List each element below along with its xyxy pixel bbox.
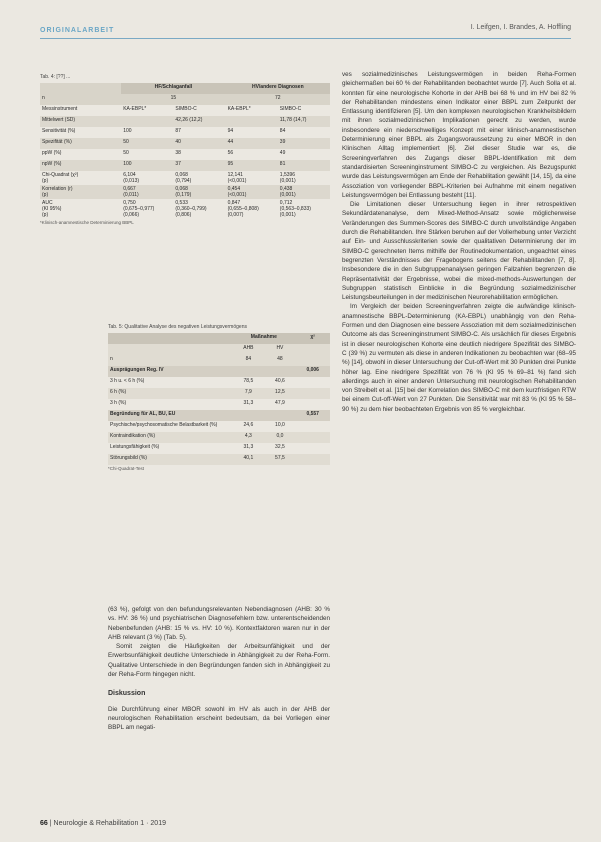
- table-cell: SIMBO-C: [279, 106, 302, 112]
- table-row: [108, 388, 330, 399]
- table-cell: 42,26 (12,2): [173, 116, 225, 127]
- table-cell: 0,667 (0,011): [121, 185, 173, 199]
- table-cell: 44: [226, 138, 278, 149]
- paragraph: Im Vergleich der beiden Screeningverfahren zeigte die aufwändige klinisch-anamnestische BBPL-Determinierung (KA-EBPL) unabhängig von den Reha-Formen und den Diagnosen eine bessere Assoziation mit dem sozialmedizinischen Outcome als das Screeninginstrument SIMBO-C. Als ursächlich für dieses Ergebnis ist in dieser neurologischen Kohorte eine deutlich niedrigere Spezifität des SIMBO-C (39 %) zu vermuten als diese in anderen Indikationen zu beobachten war (68–95 %) [14], obwohl in dieser Untersuchung der Cut-off-Wert mit 30 Punkten drei Punkte höher lag. Eine niedrigere Spezifität von 76 % (KI 95 % 69–81 %) fand sich allerdings auch in einer anderen Untersuchung mit neurologischen Rehabilitanden von Streibelt et al. [15] bei der Korrelation des SIMBO-C mit dem kurzfristigen RTW bei einem Cut-off-Wert von 27 Punkten. Die Sensitivität war mit 83 % (KI 95 % 58–90 %) zu dem hier beobachteten Ergebnis von 85 % vergleichbar.: [342, 303, 576, 413]
- table-row: [108, 432, 330, 443]
- table-cell: 12,141 (<0,001): [227, 172, 247, 184]
- table-cell: 37: [173, 160, 225, 171]
- table-cell: 56: [227, 150, 234, 156]
- table-cell: Begründung für AL, BU, EU: [108, 410, 232, 421]
- table-cell: 49: [279, 150, 286, 156]
- table-5-header-row: [108, 333, 330, 344]
- table-5-caption: Tab. 5: Qualitative Analyse des negativen Leistungsvermögens: [108, 324, 247, 330]
- table-row: [40, 171, 330, 185]
- section-label: ORIGINALARBEIT: [40, 27, 115, 34]
- table-row: [40, 127, 330, 138]
- table-cell: Ausprägungen Reg. IV: [108, 366, 232, 377]
- table-cell: 81: [278, 160, 330, 171]
- table-cell: 84: [279, 128, 286, 134]
- table-cell: Störungsbild (%): [108, 454, 232, 465]
- table-cell: Leistungsfähigkeit (%): [110, 444, 160, 450]
- table-cell: Chi-Quadrat (χ²) (p): [42, 172, 79, 184]
- table-cell: 32,5: [275, 444, 285, 450]
- table-cell: Sensitivität (%): [42, 128, 76, 134]
- table-cell: 0,847 (0,655–0,808) (0,007): [227, 200, 259, 218]
- table-4-caption: Tab. 4: [??] ...: [40, 74, 71, 80]
- paragraph: ves sozialmedizinisches Leistungsvermögen in beiden Reha-Formen gleichermaßen bei 60 % der Rehabilitanden beobachtet wurde [7]. Auch Solla et al. konnten für eine neurologische Kohorte in der AHB bei 68 % und im HV bei 82 % der Rehabilitanden mindestens einen Indikator einer BBPL zum Zeitpunkt der Entlassung identifizieren [5]. Um den komplexen neurologischen Krankheitsbildern mit ihren sozialmedizinischen Implikationen gerecht zu werden, wurde insbesondere ein niederschwelliges Konzept mit einer klinisch-anamnestischen Determinierung einer BBPL als Zugangsvoraussetzung zu einer MBOR in den Klinischen Alltag implementiert [6]. Ziel dieser Studie war es, die Screeningverfahren des Zugangs dieser BBPL-Identifikation mit dem standardisierten Screeninginstrument SIMBO-C zu vergleichen. Als Bezugspunkt wurde das Leistungsvermögen am Ende der Rehabilitation gewählt [14, 15], da eine Assoziation von vorliegender BBPL-Kriterien bei Aufnahme mit einem negativen Leistungsvermögen bei Entlassung besteht [11].: [342, 71, 576, 199]
- table-cell: [108, 333, 232, 344]
- table-5-grid: [108, 333, 330, 465]
- table-cell: 87: [175, 128, 181, 134]
- table-row: [108, 443, 330, 454]
- table-cell: 4,3: [232, 432, 264, 443]
- table-4-group-row: [40, 83, 330, 94]
- table-cell: Mittelwert (SD): [40, 116, 121, 127]
- table-cell: 31,3: [243, 400, 254, 406]
- table-cell: [295, 355, 330, 366]
- table-cell: 57,5: [264, 454, 295, 465]
- page-number: 66: [40, 820, 48, 827]
- table-row: [40, 116, 330, 127]
- table-cell: 47,9: [275, 400, 285, 406]
- table-cell: 6 h (%): [108, 388, 232, 399]
- table-cell: 0,454 (<0,001): [226, 185, 278, 199]
- table-4-grid: [40, 83, 330, 219]
- table-cell: 12,5: [264, 388, 295, 399]
- section-heading-diskussion: Diskussion: [108, 690, 146, 698]
- table-cell: [264, 410, 295, 421]
- table-cell: [295, 454, 330, 465]
- table-cell: 0,006: [295, 366, 330, 377]
- table-cell: 0,533 (0,360–0,799) (0,806): [175, 200, 207, 218]
- table-cell: Psychische/psychosomatische Belastbarkeit (%): [110, 422, 218, 428]
- table-cell: [295, 344, 330, 355]
- table-cell: 31,3: [243, 444, 254, 450]
- table-cell: 0,0: [264, 432, 295, 443]
- table-row: [40, 185, 330, 199]
- table-cell: 10,0: [275, 422, 285, 428]
- table-cell: 1,5396 (0,001): [279, 172, 296, 184]
- table-cell: 11,78 (14,7): [278, 116, 330, 127]
- paragraph: (63 %), gefolgt von den befundungsrelevanten Nebendiagnosen (AHB: 30 % vs. HV: 36 %) und psychiatrischen Diagnosefehlern bzw. unterentscheidenden Nebenbefunden (AHB: 15 % vs. HV: 10 %). Kontextfaktoren waren nur in der AHB relevant (3 %) (Tab. 5).: [108, 606, 330, 641]
- header-rule: [40, 38, 571, 39]
- authors-running-head: I. Leifgen, I. Brandes, A. Hoffling: [470, 24, 571, 31]
- table-cell: n: [108, 355, 232, 366]
- table-cell: 40,6: [275, 378, 285, 384]
- table-5-subheader-row: [108, 344, 330, 355]
- table-4-body: [40, 105, 330, 219]
- paragraph: Die Limitationen dieser Untersuchung liegen in ihrer retrospektiven Sekundärdatenanalyse, dem Mixed-Method-Ansatz sowie möglicherweise Veränderungen des Summen-Scores des SIMBO-C durch unvollständige Angaben durch die Rehabilitanden. Ihre Stärken beruhen auf der Vollerhebung unter Verzicht auf Ein- und Ausschlusskriterien sowie der qualitativen Determinierung der im SIMBO-C gerechneten Items mithilfe der Routinedokumentation, ungeachtet eines begrenzten Verständnisses der Fragebogens seitens der Rehabilitanden [7, 8]. Insbesondere die in den Subgruppenanalysen geringen Fallzahlen begrenzen die Repräsentativität der Ergebnisse, wobei die mixed-methods-Auswertungen der Subgruppen statistisch Einblicke in die Begründung sozialmedizinischer Leistungsbeurteilungen in der medizinischen Neurorehabilitation ermöglichen.: [342, 201, 576, 302]
- journal-name: Neurologie & Rehabilitation 1 · 2019: [53, 820, 166, 827]
- table-row: [40, 105, 330, 116]
- table-4-n-row: [40, 94, 330, 105]
- table-cell: n: [40, 94, 121, 105]
- table-cell: Kontraindikation (%): [108, 432, 232, 443]
- table-row: [108, 399, 330, 410]
- table-cell: Maßnahme: [232, 333, 295, 344]
- table-cell: 39: [278, 138, 330, 149]
- table-cell: 84: [232, 355, 264, 366]
- table-cell: [295, 432, 330, 443]
- table-cell: Messinstrument: [42, 106, 78, 112]
- left-column: [108, 605, 330, 733]
- paragraph: Somit zeigten die Häufigkeiten der Arbeitsunfähigkeit und der Erwerbsunfähigkeit deutliche Unterschiede in Abhängigkeit zu der Reha-Form. Qualitative Unterschiede in den Begründungen fanden sich in Abhängigkeit zu der Reha-Form hingegen nicht.: [108, 643, 330, 679]
- table-cell: 7,9: [232, 388, 264, 399]
- paragraph: Die Durchführung einer MBOR sowohl im HV als auch in der AHB der neurologischen Rehabilitation erscheint bedeutsam, da bei Vorliegen einer BBPL am negati-: [108, 705, 330, 732]
- table-cell: 100: [123, 128, 132, 134]
- table-cell: [295, 399, 330, 410]
- table-5-footnote: *Chi-Quadrat-Test: [108, 466, 145, 471]
- table-section-row: [108, 366, 330, 377]
- table-cell: 94: [227, 128, 234, 134]
- table-5-body: [108, 366, 330, 465]
- table-cell: ppW (%): [42, 150, 62, 156]
- table-4-footnote: *Klinisch-anamnestische Determinierung BBPL: [40, 220, 134, 225]
- table-4-group-header: HV/andere Diagnosen: [226, 83, 330, 94]
- table-cell: 3 h (%): [110, 400, 127, 406]
- table-row: [40, 138, 330, 149]
- table-cell: 95: [226, 160, 278, 171]
- table-cell: χ²: [295, 333, 330, 344]
- right-column: [342, 70, 576, 414]
- table-row: [108, 454, 330, 465]
- table-cell: 0,068 (0,179): [173, 185, 225, 199]
- table-cell: 40,1: [232, 454, 264, 465]
- table-cell: 50: [123, 150, 129, 156]
- table-cell: 48: [264, 355, 295, 366]
- table-cell: [232, 410, 264, 421]
- table-cell: 0,750 (0,675–0,977) (0,066): [123, 200, 155, 218]
- table-cell: 100: [121, 160, 173, 171]
- table-row: [40, 149, 330, 160]
- table-cell: HV: [264, 344, 295, 355]
- table-4-group-header: HF/Schlaganfall: [121, 83, 225, 94]
- table-row: [108, 377, 330, 388]
- table-cell: 0,068 (0,794): [175, 172, 192, 184]
- table-cell: Korrelation (r) (p): [40, 185, 121, 199]
- table-cell: 6,104 (0,013): [123, 172, 140, 184]
- table-4: [40, 74, 330, 225]
- table-cell: AUC (KI 95%) (p): [42, 200, 62, 218]
- table-5: [108, 324, 330, 471]
- table-cell: 0,438 (0,001): [278, 185, 330, 199]
- table-cell: AHB: [232, 344, 264, 355]
- table-cell: npW (%): [40, 160, 121, 171]
- table-cell: 24,6: [243, 422, 254, 428]
- table-cell: [226, 116, 278, 127]
- table-cell: 50: [121, 138, 173, 149]
- table-cell: [232, 366, 264, 377]
- table-cell: SIMBO-C: [175, 106, 197, 112]
- table-row: [40, 199, 330, 219]
- page-footer: [40, 820, 166, 827]
- table-cell: [264, 366, 295, 377]
- table-cell: 3 h u. < 6 h (%): [110, 378, 145, 384]
- table-cell: [295, 443, 330, 454]
- table-cell: [108, 344, 232, 355]
- table-cell: 0,557: [295, 410, 330, 421]
- table-cell: [295, 388, 330, 399]
- table-cell: 0,712 (0,563–0,833) (0,001): [279, 200, 311, 218]
- table-row: [108, 421, 330, 432]
- table-row: [40, 160, 330, 171]
- table-cell: KA-EBPL*: [123, 106, 147, 112]
- table-cell: 15: [121, 94, 225, 105]
- table-cell: KA-EBPL*: [227, 106, 251, 112]
- table-cell: 40: [173, 138, 225, 149]
- footer-separator: |: [49, 820, 54, 827]
- table-cell: 78,5: [243, 378, 254, 384]
- table-cell: [295, 421, 330, 432]
- table-cell: [121, 116, 173, 127]
- table-cell: 38: [175, 150, 181, 156]
- table-5-n-row: [108, 355, 330, 366]
- table-section-row: [108, 410, 330, 421]
- table-cell: [295, 377, 330, 388]
- table-cell: 72: [226, 94, 330, 105]
- table-cell: Spezifität (%): [40, 138, 121, 149]
